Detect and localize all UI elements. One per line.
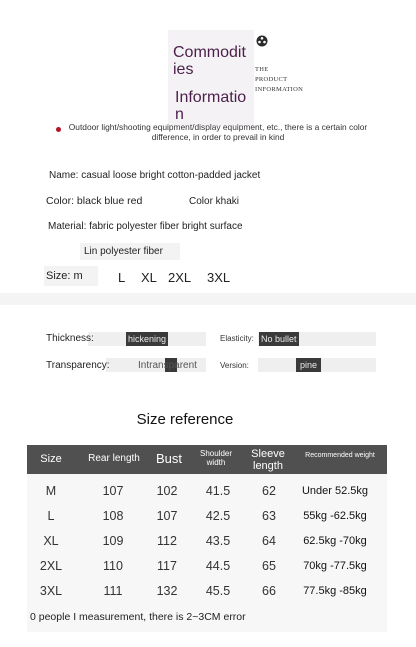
size-option-xl: XL [141, 270, 157, 285]
title-line-1: Commodit [173, 44, 246, 61]
product-size-label: Size: m [46, 270, 83, 282]
row-5-sleeve: 66 [262, 584, 276, 598]
size-option-2xl: 2XL [168, 270, 192, 285]
section-divider [0, 293, 416, 305]
row-5-bust: 132 [156, 584, 178, 598]
size-option-l: L [118, 270, 126, 285]
header-sleeve-length: Sleeve length [251, 448, 285, 472]
row-3-rear-length: 109 [102, 534, 124, 548]
header-size: Size [40, 453, 62, 465]
row-2-bust: 107 [156, 509, 178, 523]
subtitle-line-1: THE [255, 66, 269, 73]
size-reference-title: Size reference [136, 411, 234, 428]
row-5-size: 3XL [39, 584, 63, 598]
product-material-2: Lin polyester fiber [84, 246, 163, 257]
row-3-weight: 62.5kg -70kg [303, 535, 367, 547]
row-4-rear-length: 110 [103, 559, 123, 573]
row-5-shoulder: 45.5 [205, 584, 231, 598]
elasticity-value: No bullet [261, 334, 297, 344]
row-1-sleeve: 62 [262, 484, 276, 498]
color-difference-note: Outdoor light/shooting equipment/display equipment, etc., there is a certain color difference, in order to prevail in kind [68, 122, 368, 142]
thickness-label: Thickness: [46, 333, 94, 344]
row-2-weight: 55kg -62.5kg [303, 510, 367, 522]
thickness-value: hickening [128, 334, 167, 344]
row-2-rear-length: 108 [102, 509, 124, 523]
subtitle-line-2: PRODUCT [255, 76, 288, 83]
row-1-weight: Under 52.5kg [301, 485, 369, 497]
row-5-weight: 77.5kg -85kg [303, 585, 367, 597]
row-1-size: M [45, 484, 57, 498]
row-5-rear-length: 111 [103, 584, 123, 598]
subtitle-line-3: INFORMATION [255, 86, 304, 93]
row-2-shoulder: 42.5 [205, 509, 231, 523]
size-option-3xl: 3XL [207, 270, 231, 285]
transparency-label: Transparency: [46, 360, 110, 371]
row-2-size: L [47, 509, 55, 523]
row-4-weight: 70kg -77.5kg [303, 560, 367, 572]
measurement-footnote: 0 people I measurement, there is 2~3CM error [30, 611, 246, 623]
row-3-sleeve: 64 [262, 534, 276, 548]
product-colors: Color: black blue red [46, 195, 143, 207]
row-3-bust: 112 [157, 534, 177, 548]
title-line-2: ies [173, 61, 194, 78]
row-1-shoulder: 41.5 [205, 484, 231, 498]
elasticity-label: Elasticity: [220, 334, 254, 343]
row-1-rear-length: 107 [102, 484, 124, 498]
header-bust: Bust [155, 451, 182, 466]
size-table-header [27, 445, 387, 474]
row-3-size: XL [43, 534, 59, 548]
transparency-value: Intransparent [138, 360, 197, 371]
title-line-4: n [175, 106, 184, 123]
row-4-sleeve: 65 [262, 559, 276, 573]
row-1-bust: 102 [156, 484, 178, 498]
product-material-1: Material: fabric polyester fiber bright surface [48, 221, 243, 232]
version-label: Version: [220, 361, 249, 370]
row-4-size: 2XL [39, 559, 63, 573]
version-value: pine [296, 358, 321, 372]
row-3-shoulder: 43.5 [205, 534, 231, 548]
row-2-sleeve: 63 [262, 509, 276, 523]
row-4-shoulder: 44.5 [205, 559, 231, 573]
row-4-bust: 117 [157, 559, 177, 573]
header-rear-length: Rear length [88, 453, 140, 464]
product-name: Name: casual loose bright cotton-padded jacket [49, 170, 261, 181]
title-line-3: Informatio [175, 89, 247, 106]
film-reel-icon [256, 35, 268, 47]
header-shoulder-width: Shoulder width [199, 449, 233, 467]
product-color-extra: Color khaki [189, 196, 240, 207]
header-recommended-weight: Recommended weight [305, 452, 375, 459]
